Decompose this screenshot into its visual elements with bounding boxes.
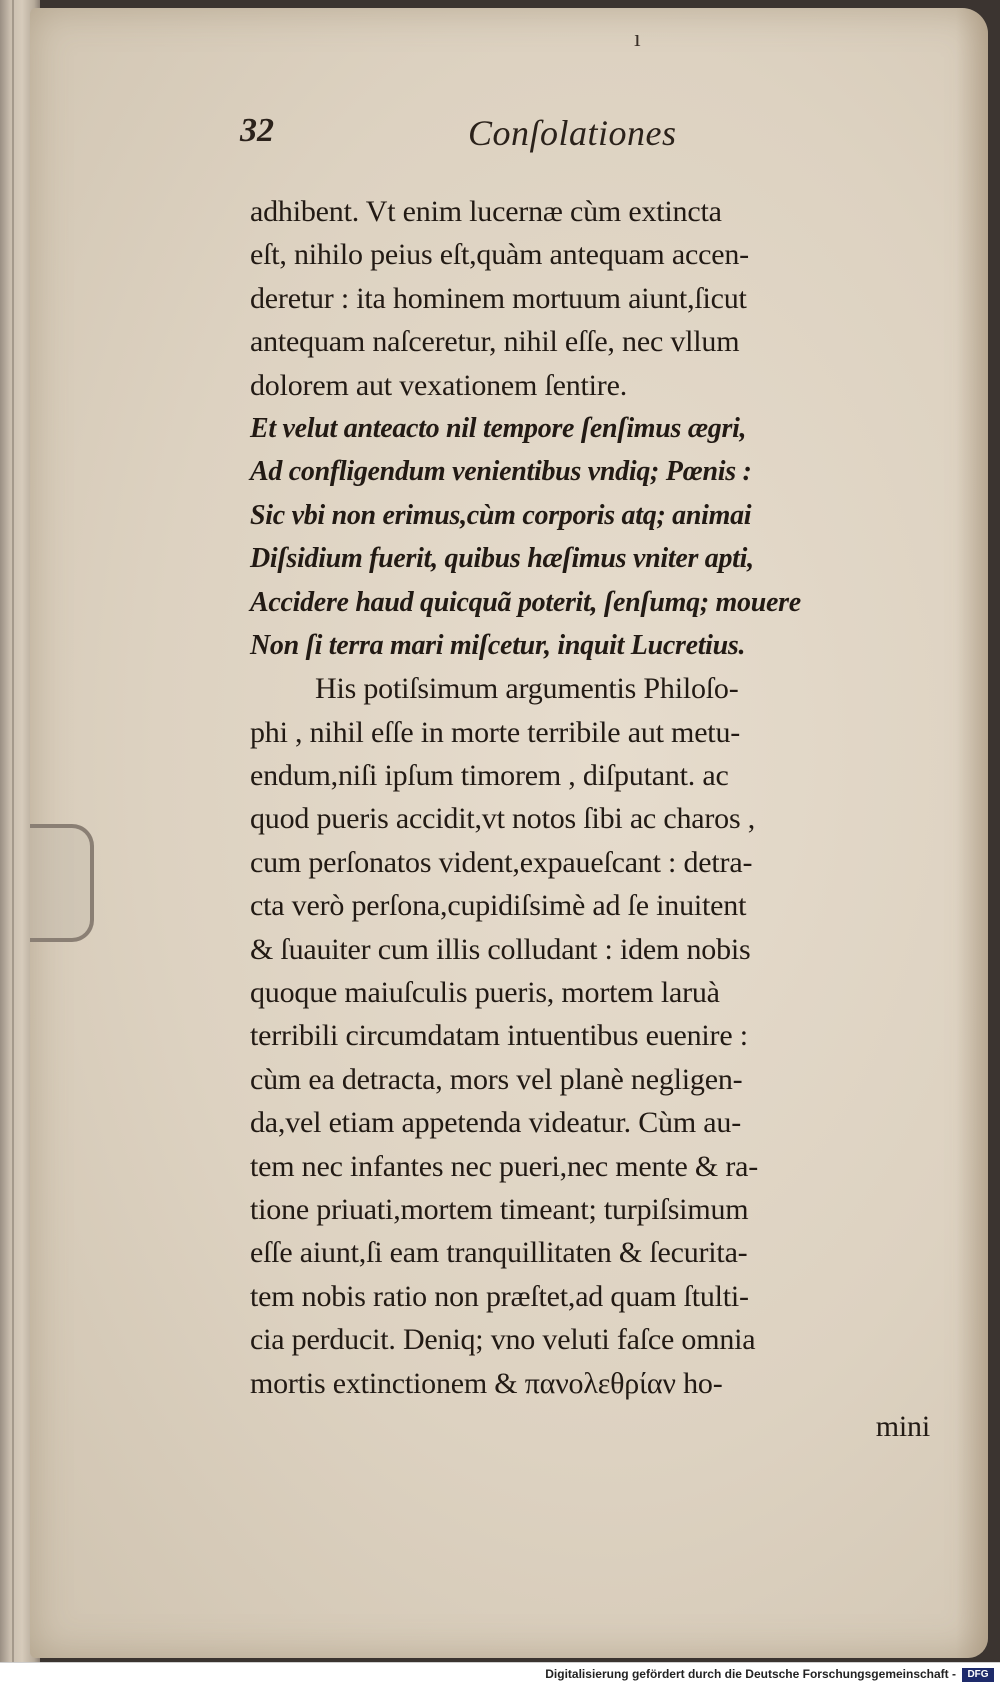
text-line: tione priuati,mortem timeant; turpiſsimum	[250, 1192, 749, 1226]
text-line: eſt, nihilo peius eſt,quàm antequam accen-	[250, 238, 749, 272]
text-line: mortis extinctionem & πανολεθρίαν ho-	[250, 1366, 723, 1400]
verse-line: Sic vbi non erimus,cùm corporis atq; animai	[250, 499, 752, 531]
text-line: adhibent. Vt enim lucernæ cùm extincta	[250, 195, 722, 228]
text-line: cta verò perſona,cupidiſsimè ad ſe inuitent	[250, 889, 747, 923]
text-line: quod pueris accidit,vt notos ſibi ac charos ,	[250, 802, 756, 836]
dfg-logo: DFG	[962, 1668, 994, 1682]
text-line: eſſe aiunt,ſi eam tranquillitaten & ſecurita-	[250, 1236, 748, 1270]
text-line: deretur : ita hominem mortuum aiunt,ſicut	[250, 281, 747, 315]
text-line: dolorem aut vexationem ſentire.	[250, 368, 628, 402]
text-line: terribili circumdatam intuentibus euenire :	[250, 1019, 748, 1053]
catchword: mini	[875, 1409, 930, 1443]
text-line: phi , nihil eſſe in morte terribile aut metu-	[250, 715, 741, 749]
text-line: His potiſsimum argumentis Philoſo-	[315, 672, 739, 706]
text-line: antequam naſceretur, nihil eſſe, nec vllum	[250, 325, 740, 359]
running-title: Conſolationes	[468, 113, 677, 153]
verse-line: Ad confligendum venientibus vndiq; Pœnis :	[250, 456, 752, 488]
book-clasp	[30, 824, 94, 942]
verse-line: Accidere haud quicquã poterit, ſenſumq; mouere	[250, 586, 801, 618]
text-line: da,vel etiam appetenda videatur. Cùm au-	[250, 1106, 741, 1140]
text-line: cia perducit. Deniq; vno veluti faſce omnia	[250, 1323, 756, 1357]
footer-bar	[0, 1662, 1000, 1688]
text-line: cum perſonatos vident,expaueſcant : detra-	[250, 845, 753, 879]
body-text	[250, 190, 930, 1448]
digitization-credit: Digitalisierung gefördert durch die Deutsche Forschungsgemeinschaft -	[545, 1667, 956, 1681]
page-top-mark: ı	[634, 26, 641, 52]
text-line: cùm ea detracta, mors vel planè negligen-	[250, 1062, 743, 1096]
verse-line: Non ſi terra mari miſcetur, inquit Lucretius.	[250, 629, 746, 661]
verse-line: Et velut anteacto nil tempore ſenſimus ægri,	[250, 412, 747, 444]
text-line: quoque maiuſculis pueris, mortem laruà	[250, 976, 720, 1010]
text-line: tem nec infantes nec pueri,nec mente & ra-	[250, 1149, 759, 1183]
page-number: 32	[240, 112, 274, 149]
page-header	[240, 112, 880, 172]
text-line: endum,niſi ipſum timorem , diſputant. ac	[250, 759, 729, 793]
text-line: tem nobis ratio non præſtet,ad quam ſtulti-	[250, 1279, 749, 1313]
verse-line: Diſsidium fuerit, quibus hæſimus vniter apti,	[250, 543, 754, 575]
text-line: & ſuauiter cum illis colludant : idem nobis	[250, 932, 751, 966]
